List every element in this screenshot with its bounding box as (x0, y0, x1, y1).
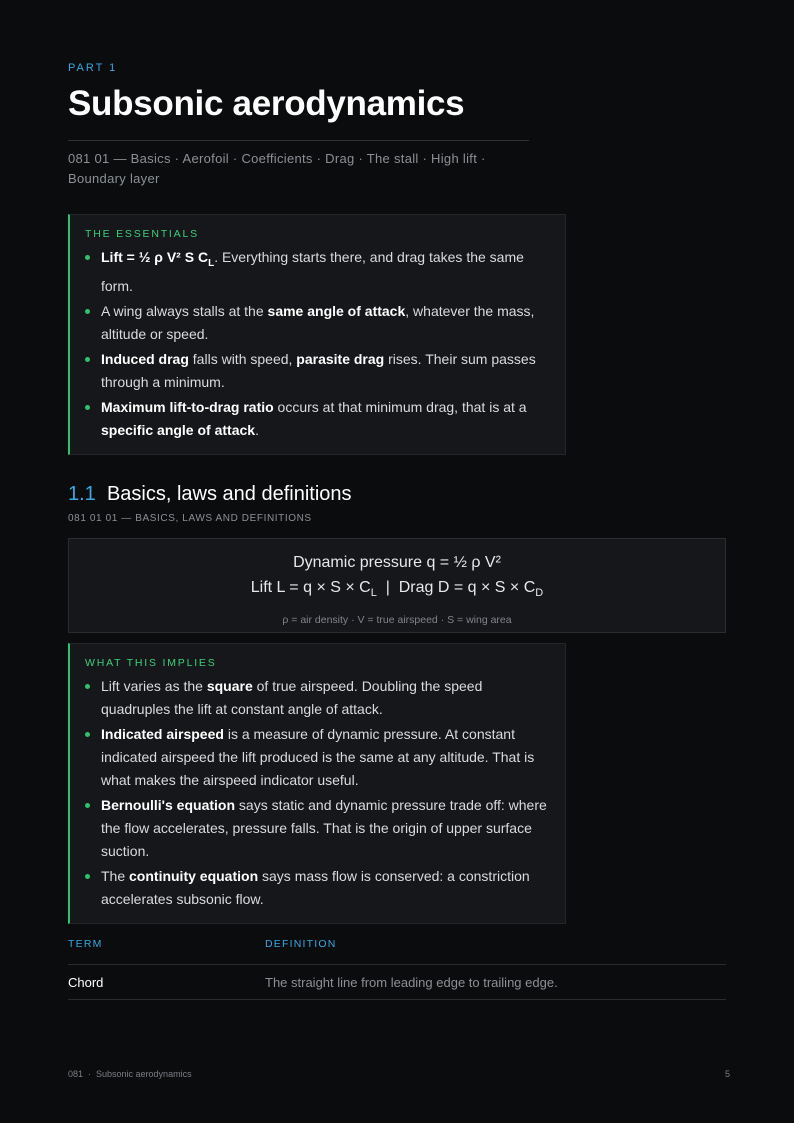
definitions-table (68, 938, 726, 1000)
text: . (255, 421, 259, 438)
bold-text: specific angle of attack (101, 421, 256, 438)
essentials-list (85, 246, 549, 442)
footer-chapter: 081 · Subsonic aerodynamics (68, 1069, 192, 1079)
bold-text: continuity equation (129, 868, 259, 884)
essentials-callout (68, 214, 566, 455)
bold-text: square (206, 678, 253, 694)
section-code: 081 01 01 — BASICS, LAWS AND DEFINITIONS (68, 513, 312, 524)
list-item (85, 246, 549, 298)
subscript: D (535, 587, 544, 600)
text: . Everything starts there, and drag takes the same form. (101, 249, 524, 294)
chapter-subtitle: 081 01 — Basics · Aerofoil · Coefficients · Drag · The stall · High lift · Boundary layer (68, 151, 486, 186)
bold-text: Bernoulli's equation (101, 797, 236, 813)
part-label: PART 1 (68, 62, 118, 74)
title-divider (68, 140, 529, 141)
essentials-heading: THE ESSENTIALS (85, 228, 199, 240)
formula-drag: Drag D = q × S × C (398, 579, 536, 596)
text: is a measure of dynamic pressure. At constant indicated airspeed the lift produced is the same at any altitude. That is what makes the airspeed indicator useful. (101, 726, 535, 788)
bold-text: parasite drag (296, 350, 385, 367)
subscript: L (208, 257, 215, 269)
text: , whatever the mass, altitude or speed. (101, 302, 535, 342)
text: A wing always stalls at the (101, 302, 268, 319)
text: of true airspeed. Doubling the speed quadruples the lift at constant angle of attack. (101, 678, 483, 717)
formula-separator: | (385, 579, 390, 596)
subscript: L (370, 587, 377, 600)
section-title: Basics, laws and definitions (106, 483, 352, 505)
term-cell: Chord (68, 974, 104, 990)
list-item (85, 300, 549, 346)
bold-text: Induced drag (101, 350, 189, 367)
text: falls with speed, (188, 350, 297, 367)
text: rises. Their sum passes through a minimum. (101, 350, 536, 390)
bold-text: Indicated airspeed (101, 726, 224, 742)
implies-heading: WHAT THIS IMPLIES (85, 657, 217, 669)
list-item (85, 723, 549, 792)
section-number: 1.1 (68, 483, 96, 505)
list-item (85, 675, 549, 721)
implies-list (85, 675, 549, 911)
column-header-definition: DEFINITION (265, 938, 337, 950)
formula-lift-drag (69, 575, 725, 606)
text: says mass flow is conserved: a constriction accelerates subsonic flow. (101, 868, 530, 907)
bold-text: same angle of attack (267, 302, 406, 319)
formula-dynamic-pressure: Dynamic pressure q = ½ ρ V² (293, 554, 501, 571)
text: The (101, 868, 130, 884)
formula-box (68, 538, 726, 633)
implies-callout (68, 643, 566, 924)
bold-text: Maximum lift-to-drag ratio (101, 398, 274, 415)
column-header-term: TERM (68, 938, 103, 950)
list-item (85, 348, 549, 394)
definition-cell: The straight line from leading edge to trailing edge. (265, 974, 558, 990)
page-title: Subsonic aerodynamics (68, 84, 465, 123)
formula-note: ρ = air density · V = true airspeed · S = wing area (282, 614, 512, 627)
text: says static and dynamic pressure trade off: where the flow accelerates, pressure falls. That is the origin of upper surface suction. (101, 797, 547, 859)
formula-lift: Lift L = q × S × C (250, 579, 371, 596)
footer-page-number: 5 (725, 1069, 731, 1079)
list-item (85, 396, 549, 442)
text: Lift varies as the (101, 678, 207, 694)
bold-text: Lift = ½ ρ V² S C (101, 249, 209, 265)
list-item (85, 865, 549, 911)
table-header (68, 938, 726, 965)
list-item (85, 794, 549, 863)
text: occurs at that minimum drag, that is at a (273, 398, 527, 415)
section-heading (68, 483, 352, 506)
table-row (68, 965, 726, 1000)
